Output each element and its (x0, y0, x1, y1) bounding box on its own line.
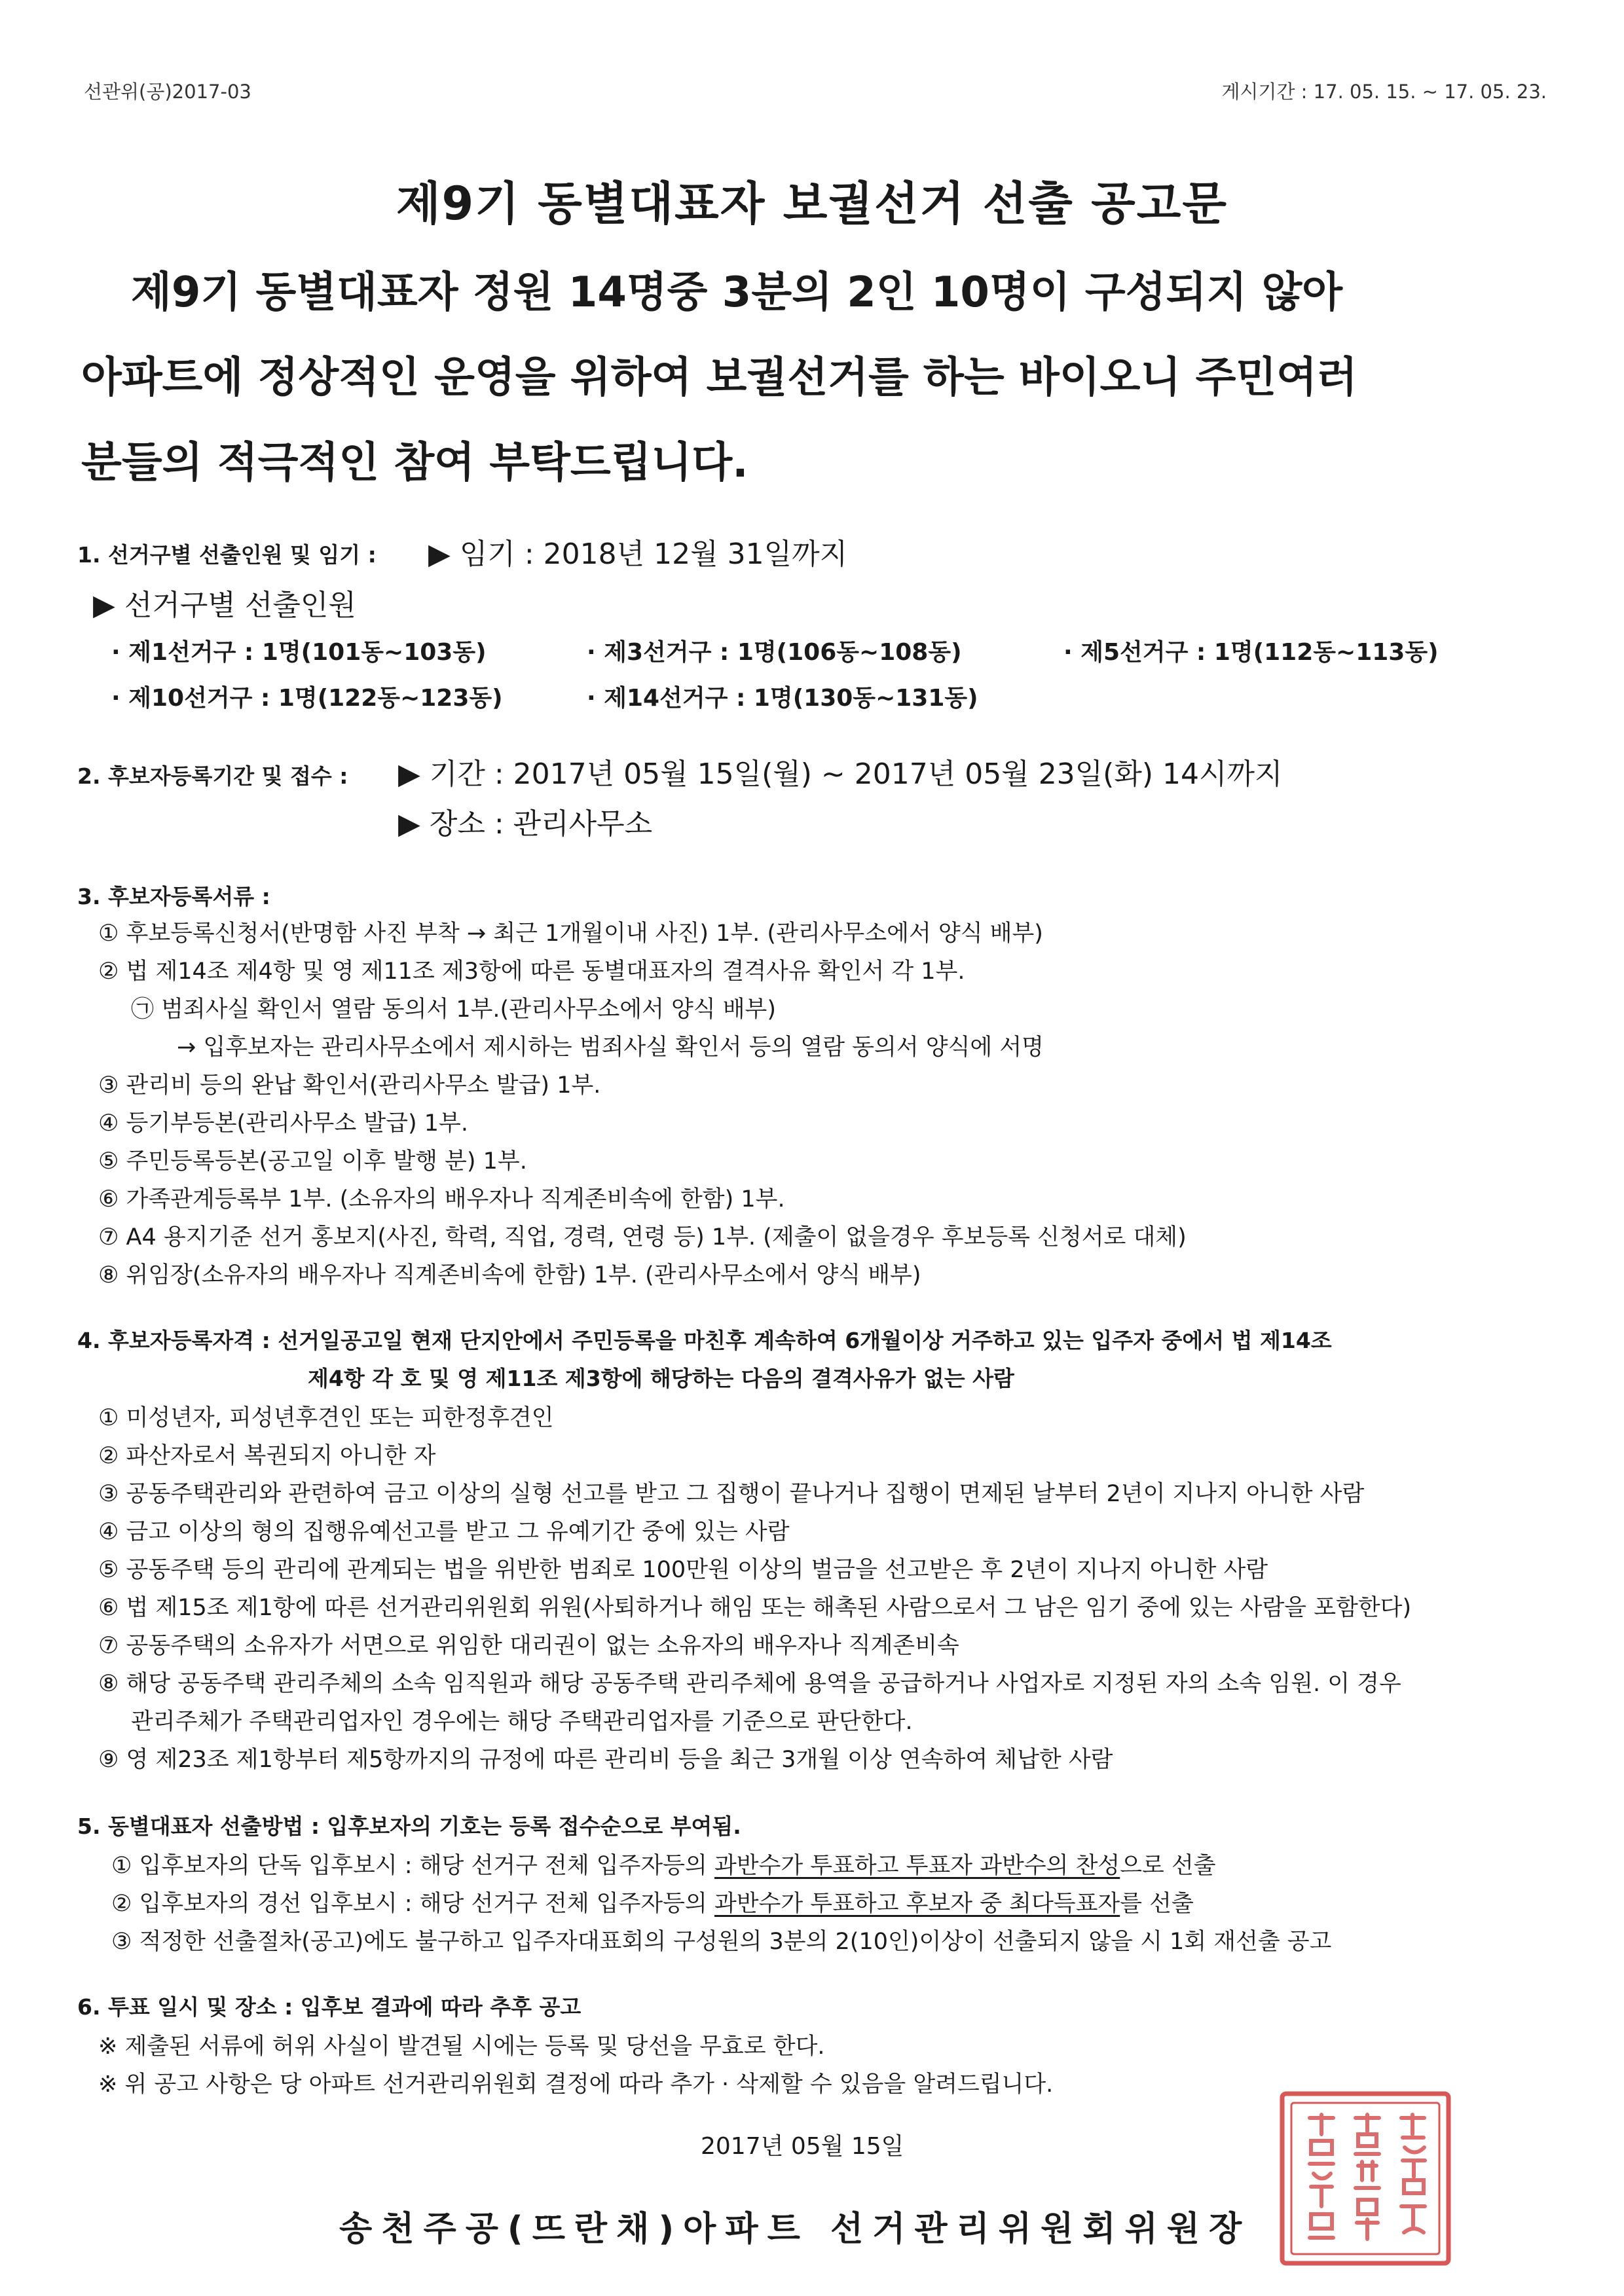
list-item: ⑥ 법 제15조 제1항에 따른 선거관리위원회 위원(사퇴하거나 해임 또는 해촉된 사람으로서 그 남은 임기 중에 있는 사람을 포함한다) (98, 1595, 1412, 1621)
list-item: ⑨ 영 제23조 제1항부터 제5항까지의 규정에 따른 관리비 등을 최근 3개월 이상 연속하여 체납한 사람 (98, 1747, 1113, 1773)
list-item: ① 후보등록신청서(반명함 사진 부착 → 최근 1개월이내 사진) 1부. (관리사무소에서 양식 배부) (98, 920, 1043, 947)
district-item: · 제14선거구 : 1명(130동~131동) (587, 685, 978, 712)
district-item: · 제5선거구 : 1명(112동~113동) (1063, 639, 1439, 666)
sec1-subheading: ▶ 선거구별 선출인원 (93, 589, 356, 622)
list-item-continuation: 관리주체가 주택관리업자인 경우에는 해당 주택관리업자를 기준으로 판단한다. (131, 1709, 913, 1735)
sec5-item-1-suffix: 으로 선출 (1120, 1853, 1216, 1879)
list-item: ① 미성년자, 피성년후견인 또는 피한정후견인 (98, 1405, 554, 1431)
list-item: ④ 금고 이상의 형의 집행유예선고를 받고 그 유예기간 중에 있는 사람 (98, 1519, 790, 1545)
sec1-label: 1. 선거구별 선출인원 및 임기 : (77, 542, 377, 568)
sec2-label: 2. 후보자등록기간 및 접수 : (77, 763, 348, 789)
sec5-item-2 (111, 1886, 1194, 1918)
sec5-item-2-text: ② 입후보자의 경선 입후보시 : 해당 선거구 전체 입주자등의 (111, 1891, 714, 1917)
sec5-item-1-text: ① 입후보자의 단독 입후보시 : 해당 선거구 전체 입주자등의 (111, 1853, 714, 1879)
sec6-label: 6. 투표 일시 및 장소 : 입후보 결과에 따라 추후 공고 (77, 1994, 581, 2020)
list-item: → 입후보자는 관리사무소에서 제시하는 범죄사실 확인서 등의 열람 동의서 양식에 서명 (177, 1034, 1044, 1061)
doc-number: 선관위(공)2017-03 (84, 81, 251, 103)
list-item: ⑦ A4 용지기준 선거 홍보지(사진, 학력, 직업, 경력, 연령 등) 1부. (제출이 없을경우 후보등록 신청서로 대체) (98, 1224, 1187, 1250)
posting-period: 게시기간 : 17. 05. 15. ~ 17. 05. 23. (1221, 81, 1547, 103)
list-item: ③ 공동주택관리와 관련하여 금고 이상의 실형 선고를 받고 그 집행이 끝나거나 집행이 면제된 날부터 2년이 지나지 아니한 사람 (98, 1481, 1365, 1507)
list-item: ⑤ 주민등록등본(공고일 이후 발행 분) 1부. (98, 1148, 527, 1175)
sec5-item-3: ③ 적정한 선출절차(공고)에도 불구하고 입주자대표회의 구성원의 3분의 2(10인)이상이 선출되지 않을 시 1회 재선출 공고 (111, 1929, 1332, 1955)
list-item: ④ 등기부등본(관리사무소 발급) 1부. (98, 1110, 468, 1137)
list-item: ② 파산자로서 복권되지 아니한 자 (98, 1443, 436, 1469)
issuer-signature: 송천주공(뜨란채)아파트 선거관리위원회위원장 (339, 2210, 1251, 2249)
district-item: · 제10선거구 : 1명(122동~123동) (111, 685, 503, 712)
page-title: 제9기 동별대표자 보궐선거 선출 공고문 (396, 177, 1228, 230)
sec5-label: 5. 동별대표자 선출방법 : 입후보자의 기호는 등록 접수순으로 부여됨. (77, 1813, 741, 1839)
sec5-item-1 (111, 1848, 1216, 1880)
sec5-item-1-underlined: 과반수가 투표하고 투표자 과반수의 찬성 (714, 1853, 1120, 1879)
list-item: ⑧ 위임장(소유자의 배우자나 직계존비속에 한함) 1부. (관리사무소에서 양식 배부) (98, 1262, 921, 1288)
intro-line-2: 아파트에 정상적인 운영을 위하여 보궐선거를 하는 바이오니 주민여러 (81, 354, 1357, 402)
sec1-term: ▶ 임기 : 2018년 12월 31일까지 (428, 538, 848, 571)
note-item: ※ 제출된 서류에 허위 사실이 발견될 시에는 등록 및 당선을 무효로 한다. (98, 2033, 825, 2060)
list-item: ② 법 제14조 제4항 및 영 제11조 제3항에 따른 동별대표자의 결격사유 확인서 각 1부. (98, 958, 965, 985)
list-item: ③ 관리비 등의 완납 확인서(관리사무소 발급) 1부. (98, 1072, 601, 1099)
issue-date: 2017년 05월 15일 (701, 2133, 904, 2160)
sec3-label: 3. 후보자등록서류 : (77, 884, 270, 909)
list-item: ㉠ 범죄사실 확인서 열람 동의서 1부.(관리사무소에서 양식 배부) (131, 996, 777, 1023)
sec2-period: ▶ 기간 : 2017년 05월 15일(월) ~ 2017년 05월 23일(화) 14시까지 (398, 757, 1283, 791)
list-item: ⑤ 공동주택 등의 관리에 관계되는 법을 위반한 범죄로 100만원 이상의 벌금을 선고받은 후 2년이 지나지 아니한 사람 (98, 1557, 1268, 1583)
list-item: ⑧ 해당 공동주택 관리주체의 소속 임직원과 해당 공동주택 관리주체에 용역을 공급하거나 사업자로 지정된 자의 소속 임원. 이 경우 (98, 1671, 1401, 1697)
sec4-label-line1: 4. 후보자등록자격 : 선거일공고일 현재 단지안에서 주민등록을 마친후 계속하여 6개월이상 거주하고 있는 입주자 중에서 법 제14조 (77, 1328, 1332, 1353)
intro-line-3: 분들의 적극적인 참여 부탁드립니다. (81, 439, 748, 487)
sec5-item-2-suffix: 를 선출 (1120, 1891, 1194, 1917)
official-seal (1277, 2088, 1454, 2269)
intro-line-1: 제9기 동별대표자 정원 14명중 3분의 2인 10명이 구성되지 않아 (131, 268, 1343, 317)
note-item: ※ 위 공고 사항은 당 아파트 선거관리위원회 결정에 따라 추가 · 삭제할 수 있음을 알려드립니다. (98, 2071, 1054, 2098)
district-item: · 제3선거구 : 1명(106동~108동) (587, 639, 962, 666)
list-item: ⑦ 공동주택의 소유자가 서면으로 위임한 대리권이 없는 소유자의 배우자나 직계존비속 (98, 1633, 959, 1659)
district-item: · 제1선거구 : 1명(101동~103동) (111, 639, 487, 666)
sec2-place: ▶ 장소 : 관리사무소 (398, 807, 653, 841)
sec4-label-line2: 제4항 각 호 및 영 제11조 제3항에 해당하는 다음의 결격사유가 없는 사람 (308, 1366, 1014, 1391)
sec5-item-2-underlined: 과반수가 투표하고 후보자 중 최다득표자 (714, 1891, 1120, 1917)
list-item: ⑥ 가족관계등록부 1부. (소유자의 배우자나 직계존비속에 한함) 1부. (98, 1186, 785, 1212)
